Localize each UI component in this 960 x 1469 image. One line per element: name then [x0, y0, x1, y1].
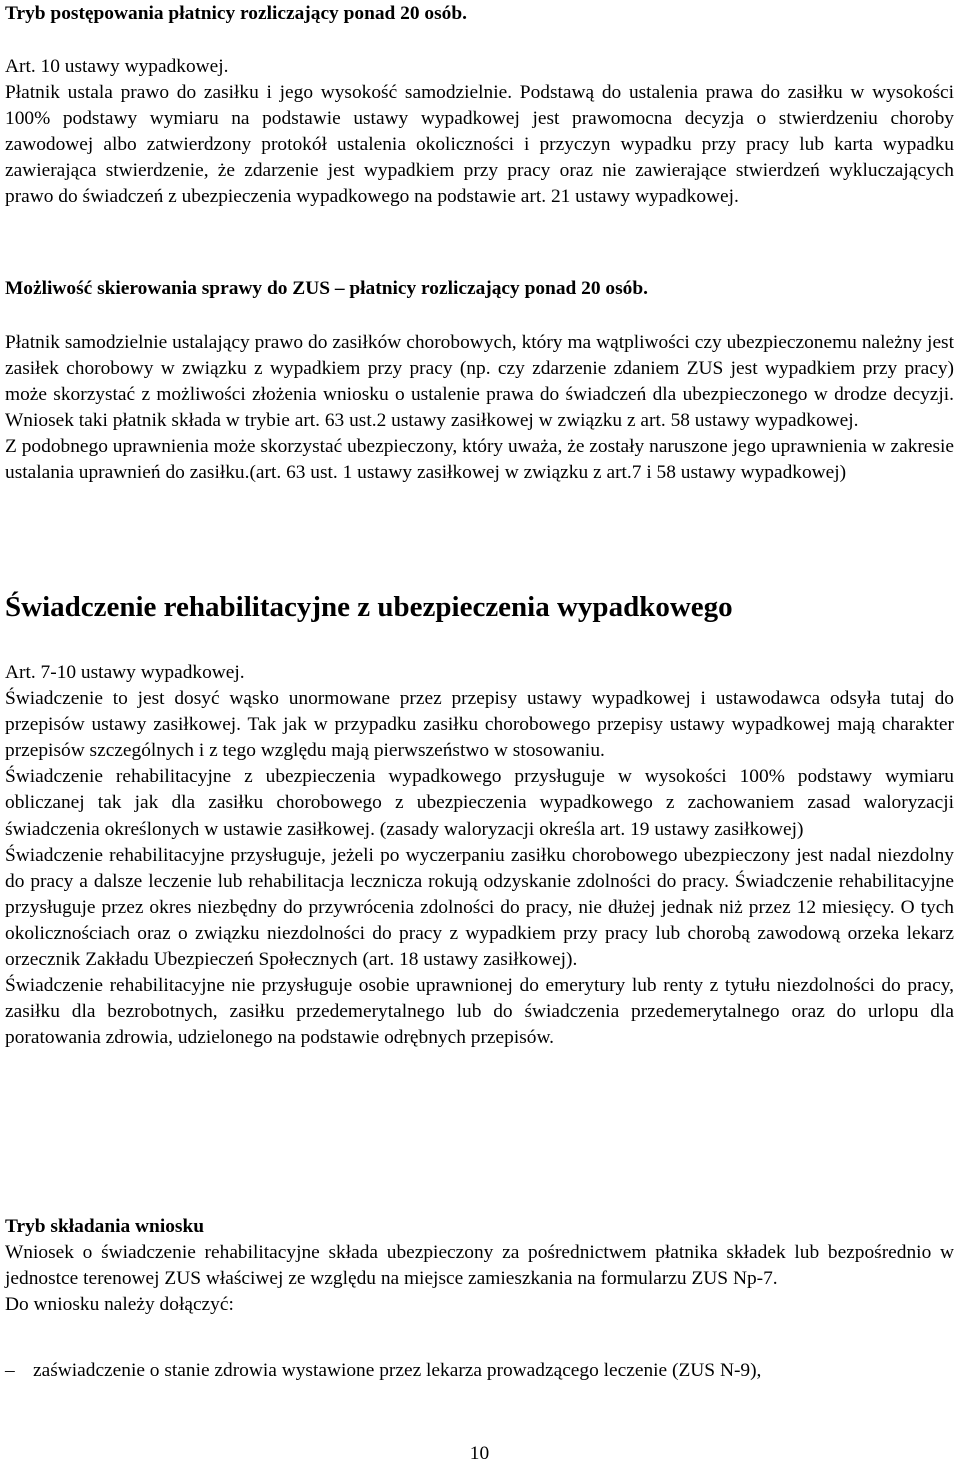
application-section [5, 1240, 954, 1318]
paragraph-application-method: Wniosek o świadczenie rehabilitacyjne składa ubezpieczony za pośrednictwem płatnika składek lub bezpośrednio w jednostce terenowej ZUS właściwej ze względu na miejsce zamieszkania na formularzu ZUS Np-7. [5, 1242, 954, 1290]
section-heading-procedure: Tryb postępowania płatnicy rozliczający ponad 20 osób. [5, 3, 467, 24]
list-item [5, 1358, 954, 1384]
dash-bullet-icon: – [5, 1360, 15, 1381]
paragraph-payer-doubts: Płatnik samodzielnie ustalający prawo do zasiłków chorobowych, który ma wątpliwości czy ubezpieczonemu należny jest zasiłek chorobowy w związku z wypadkiem przy pracy (np. czy zdarzenie zdaniem ZUS jest wypadkiem przy pracy) może skorzystać z możliwości złożenia wniosku o ustalenie prawa do świadczeń dla ubezpieczonego w drodze decyzji. Wniosek taki płatnik składa w trybie art. 63 ust.2 ustawy zasiłkowej w związku z art. 58 ustawy wypadkowej. [5, 332, 954, 432]
paragraph-insured-rights: Z podobnego uprawnienia może skorzystać ubezpieczony, który uważa, że zostały naruszone jego uprawnienia w zakresie ustalania uprawnień do zasiłku.(art. 63 ust. 1 ustawy zasiłkowej w związku z art.7 i 58 ustawy wypadkowej) [5, 436, 954, 484]
zus-referral-section [5, 330, 954, 487]
main-title-rehabilitation-benefit: Świadczenie rehabilitacyjne z ubezpieczenia wypadkowego [5, 591, 733, 623]
section-heading-application: Tryb składania wniosku [5, 1216, 205, 1237]
paragraph-benefit-amount: Świadczenie rehabilitacyjne z ubezpieczenia wypadkowego przysługuje w wysokości 100% podstawy wymiaru obliczanej tak jak dla zasiłku chorobowego z ubezpieczenia wypadkowego z zachowaniem zasad waloryzacji świadczenia określonych w ustawie zasiłkowej. (zasady waloryzacji określa art. 19 ustawy zasiłkowej) [5, 766, 954, 840]
paragraph-benefit-exclusions: Świadczenie rehabilitacyjne nie przysługuje osobie uprawnionej do emerytury lub renty z tytułu niezdolności do pracy, zasiłku dla bezrobotnych, zasiłku przedemerytalnego lub do świadczenia przedemerytalnego oraz do urlopu dla poratowania zdrowia, udzielonego na podstawie odrębnych przepisów. [5, 975, 954, 1049]
list-item-text: zaświadczenie o stanie zdrowia wystawione przez lekarza prowadzącego leczenie (ZUS N-9), [33, 1360, 762, 1381]
section-heading-zus-referral: Możliwość skierowania sprawy do ZUS – płatnicy rozliczający ponad 20 osób. [5, 278, 648, 299]
paragraph-regulation: Świadczenie to jest dosyć wąsko unormowane przez przepisy ustawy wypadkowej i ustawodawca odsyła tutaj do przepisów ustawy zasiłkowej. Tak jak w przypadku zasiłku chorobowego przepisy ustawy wypadkowej mają charakter przepisów szczególnych i z tego względu mają pierwszeństwo w stosowaniu. [5, 688, 954, 762]
article-10-section [5, 54, 954, 211]
rehabilitation-section [5, 660, 954, 1051]
page-number: 10 [469, 1443, 490, 1464]
article-reference: Art. 10 ustawy wypadkowej. [5, 56, 229, 77]
article-reference: Art. 7-10 ustawy wypadkowej. [5, 662, 245, 683]
attachments-list [5, 1358, 954, 1384]
paragraph-attachments-intro: Do wniosku należy dołączyć: [5, 1294, 234, 1316]
paragraph-payer-rights: Płatnik ustala prawo do zasiłku i jego wysokość samodzielnie. Podstawą do ustalenia prawa do zasiłku w wysokości 100% podstawy wymiaru na podstawie ustawy wypadkowej jest prawomocna decyzja o stwierdzeniu choroby zawodowej albo zatwierdzony protokół ustalenia okoliczności i przyczyn wypadku przy pracy lub karta wypadku zawierająca stwierdzenie, że zdarzenie jest wypadkiem przy pracy oraz nie zawierające stwierdzeń wykluczających prawo do świadczeń z ubezpieczenia wypadkowego na podstawie art. 21 ustawy wypadkowej. [5, 82, 954, 208]
paragraph-benefit-conditions: Świadczenie rehabilitacyjne przysługuje, jeżeli po wyczerpaniu zasiłku chorobowego ubezpieczony jest nadal niezdolny do pracy a dalsze leczenie lub rehabilitacja lecznicza rokują odzyskanie zdolności do pracy. Świadczenie rehabilitacyjne przysługuje przez okres niezbędny do przywrócenia zdolności do pracy, nie dłużej jednak niż przez 12 miesięcy. O tych okolicznościach oraz o związku niezdolności do pracy z wypadkiem przy pracy lub chorobą zawodową orzeka lekarz orzecznik Zakładu Ubezpieczeń Społecznych (art. 18 ustawy zasiłkowej). [5, 844, 954, 971]
